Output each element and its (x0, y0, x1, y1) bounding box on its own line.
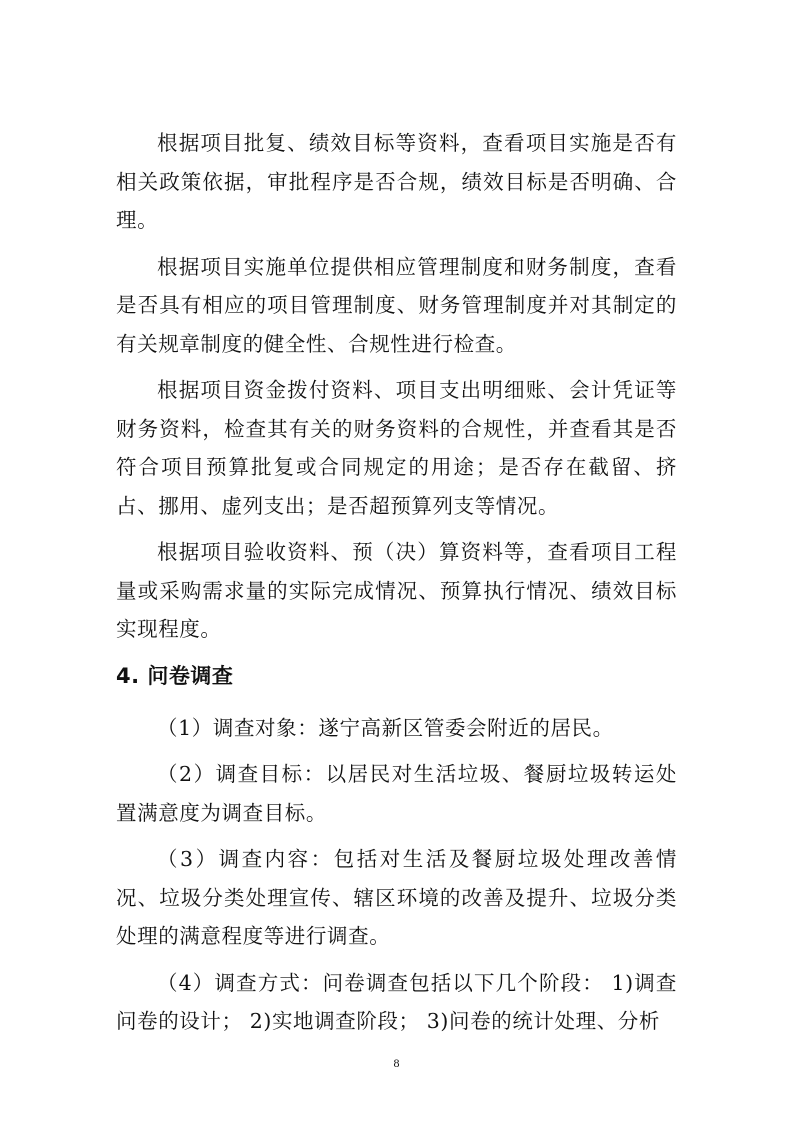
page-number: 8 (393, 1056, 400, 1070)
paragraph-survey-subject: （1）调查对象：遂宁高新区管委会附近的居民。 (157, 715, 614, 740)
paragraph-survey-goal: （2）调查目标：以居民对生活垃圾、餐厨垃圾转运处置满意度为调查目标。 (116, 762, 677, 825)
paragraph-acceptance-review: 根据项目验收资料、预（决）算资料等，查看项目工程量或采购需求量的实际完成情况、预算执行情况、绩效目标实现程度。 (116, 540, 677, 641)
paragraph-approval-review: 根据项目批复、绩效目标等资料，查看项目实施是否有相关政策依据，审批程序是否合规，绩效目标是否明确、合理。 (116, 131, 677, 232)
paragraph-survey-method: （4）调查方式：问卷调查包括以下几个阶段： 1)调查问卷的设计； 2)实地调查阶段； 3)问卷的统计处理、分析 (116, 970, 677, 1033)
paragraph-management-system-review: 根据项目实施单位提供相应管理制度和财务制度，查看是否具有相应的项目管理制度、财务管理制度并对其制定的有关规章制度的健全性、合规性进行检查。 (116, 254, 677, 356)
document-body (116, 124, 677, 1049)
paragraph-financial-review: 根据项目资金拨付资料、项目支出明细账、会计凭证等财务资料，检查其有关的财务资料的合规性，并查看其是否符合项目预算批复或合同规定的用途；是否存在截留、挤占、挪用、虚列支出；是否超预算列支等情况。 (116, 378, 677, 518)
paragraph-survey-content: （3）调查内容：包括对生活及餐厨垃圾处理改善情况、垃圾分类处理宣传、辖区环境的改善及提升、垃圾分类处理的满意程度等进行调查。 (116, 847, 677, 948)
section-heading-questionnaire: 4. 问卷调查 (116, 663, 234, 688)
